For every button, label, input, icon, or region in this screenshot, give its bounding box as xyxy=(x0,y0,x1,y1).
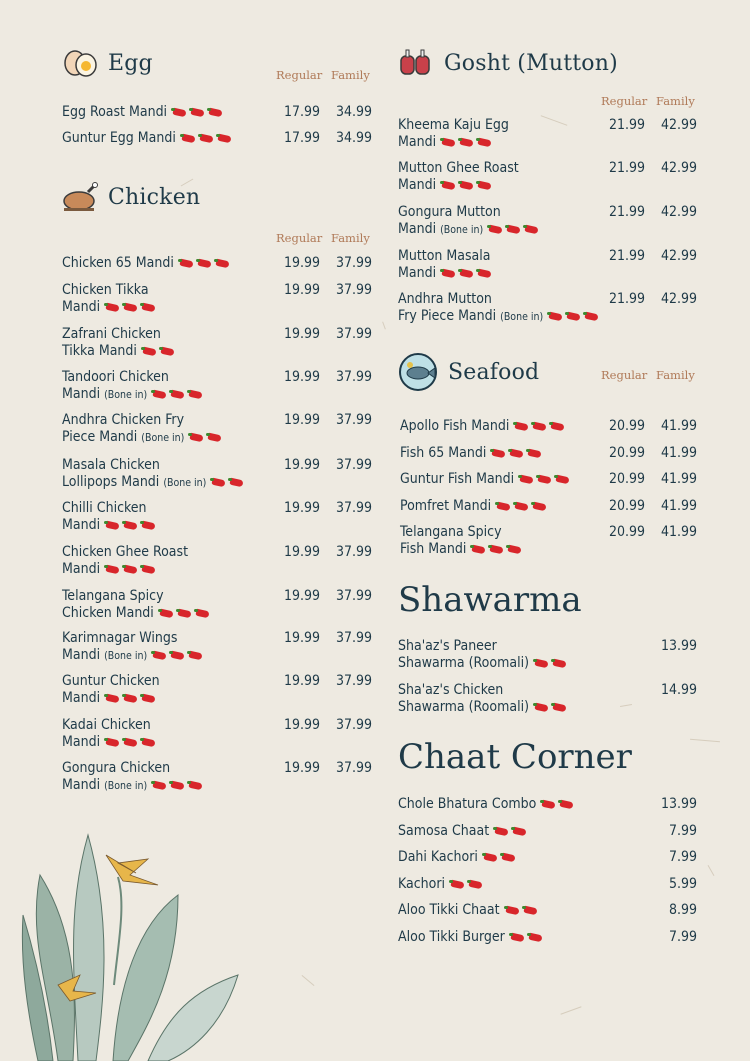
price-family: 42.99 xyxy=(660,160,697,176)
menu-item-name: Gongura Chicken xyxy=(62,760,171,776)
menu-item-note: (Bone in) xyxy=(500,311,544,323)
price-family: 37.99 xyxy=(335,412,372,428)
red-chili-icon xyxy=(458,138,474,146)
price: 5.99 xyxy=(668,876,697,892)
red-chili-icon xyxy=(504,906,520,914)
menu-item xyxy=(62,673,160,707)
menu-item xyxy=(62,588,212,622)
menu-item xyxy=(398,638,569,672)
red-chili-icon xyxy=(551,659,567,667)
red-chili-icon xyxy=(458,269,474,277)
menu-item-name: Mandi xyxy=(62,647,101,663)
menu-item xyxy=(398,902,540,919)
menu-item xyxy=(400,445,544,462)
chicken-section-header xyxy=(62,182,200,212)
price-family: 37.99 xyxy=(335,369,372,385)
red-chili-icon xyxy=(122,738,138,746)
menu-item-name: Chicken 65 Mandi xyxy=(62,255,174,271)
red-chili-icon xyxy=(169,781,185,789)
price-regular: 19.99 xyxy=(283,255,320,271)
red-chili-icon xyxy=(549,422,565,430)
red-chili-icon xyxy=(104,521,120,529)
price-family: 37.99 xyxy=(335,717,372,733)
menu-item xyxy=(400,524,524,558)
price-regular: 19.99 xyxy=(283,500,320,516)
red-chili-icon xyxy=(214,259,230,267)
seafood-section-header xyxy=(398,352,539,392)
red-chili-icon xyxy=(558,800,574,808)
menu-item-name: Mandi xyxy=(398,134,437,150)
egg-section-header xyxy=(62,48,153,78)
menu-item xyxy=(62,412,224,447)
price-family: 37.99 xyxy=(335,673,372,689)
menu-item-name: Andhra Chicken Fry xyxy=(62,412,185,428)
menu-item-name: Karimnagar Wings xyxy=(62,630,178,646)
menu-item-name: Sha'az's Chicken xyxy=(398,682,504,698)
menu-item-name: Mandi xyxy=(398,265,437,281)
price-regular: 19.99 xyxy=(283,544,320,560)
menu-item-name: Aloo Tikki Burger xyxy=(398,929,505,945)
red-chili-icon xyxy=(547,312,563,320)
menu-item xyxy=(400,498,549,515)
price-regular: 20.99 xyxy=(608,418,645,434)
price: 7.99 xyxy=(668,929,697,945)
red-chili-icon xyxy=(493,827,509,835)
price-regular: 17.99 xyxy=(283,130,320,146)
price-regular: 19.99 xyxy=(283,326,320,342)
price-regular: 19.99 xyxy=(283,630,320,646)
price-regular: 21.99 xyxy=(608,160,645,176)
section-title: Gosht (Mutton) xyxy=(444,50,618,76)
red-chili-icon xyxy=(440,138,456,146)
price: 7.99 xyxy=(668,823,697,839)
red-chili-icon xyxy=(141,347,157,355)
menu-item xyxy=(62,717,158,751)
price-family: 37.99 xyxy=(335,457,372,473)
red-chili-icon xyxy=(194,609,210,617)
red-chili-icon xyxy=(551,703,567,711)
menu-item-name: Egg Roast Mandi xyxy=(62,104,168,120)
menu-item-note: (Bone in) xyxy=(104,650,148,662)
red-chili-icon xyxy=(169,651,185,659)
price-family: 37.99 xyxy=(335,588,372,604)
red-chili-icon xyxy=(509,933,525,941)
menu-item xyxy=(398,823,529,840)
menu-item xyxy=(398,204,541,239)
menu-item xyxy=(62,500,158,534)
red-chili-icon xyxy=(500,853,516,861)
menu-item xyxy=(398,291,601,326)
menu-item-name: Andhra Mutton xyxy=(398,291,492,307)
price-regular: 17.99 xyxy=(283,104,320,120)
red-chili-icon xyxy=(527,933,543,941)
menu-item-name: Tandoori Chicken xyxy=(62,369,169,385)
red-chili-icon xyxy=(189,108,205,116)
red-chili-icon xyxy=(104,738,120,746)
price-regular: 21.99 xyxy=(608,204,645,220)
red-chili-icon xyxy=(482,853,498,861)
price-family: 37.99 xyxy=(335,630,372,646)
red-chili-icon xyxy=(440,269,456,277)
menu-item-name: Sha'az's Paneer xyxy=(398,638,497,654)
price-regular: 20.99 xyxy=(608,445,645,461)
price-regular: 19.99 xyxy=(283,760,320,776)
section-title: Seafood xyxy=(448,359,540,385)
menu-item xyxy=(400,418,567,435)
menu-item-name: Mandi xyxy=(62,734,101,750)
menu-item-name: Chicken Ghee Roast xyxy=(62,544,189,560)
fish-plate-icon xyxy=(398,352,438,392)
column-header-regular: Regular xyxy=(601,94,648,108)
price-regular: 21.99 xyxy=(608,248,645,264)
menu-item-name: Guntur Egg Mandi xyxy=(62,130,176,146)
menu-item-name: Dahi Kachori xyxy=(398,849,478,865)
menu-item xyxy=(398,876,485,893)
menu-item xyxy=(398,682,569,716)
red-chili-icon xyxy=(531,422,547,430)
red-chili-icon xyxy=(188,433,204,441)
menu-item-name: Mandi xyxy=(62,777,101,793)
menu-item xyxy=(62,104,225,121)
menu-item-name: Mandi xyxy=(62,690,101,706)
red-chili-icon xyxy=(140,521,156,529)
menu-item xyxy=(62,630,205,665)
menu-item-name: Mandi xyxy=(398,177,437,193)
red-chili-icon xyxy=(104,694,120,702)
price-family: 42.99 xyxy=(660,291,697,307)
menu-item-name: Shawarma (Roomali) xyxy=(398,699,529,715)
menu-item-name: Telangana Spicy xyxy=(62,588,164,604)
menu-item-name: Pomfret Mandi xyxy=(400,498,492,514)
red-chili-icon xyxy=(476,269,492,277)
red-chili-icon xyxy=(458,181,474,189)
price-family: 42.99 xyxy=(660,204,697,220)
menu-item-name: Mandi xyxy=(62,299,101,315)
red-chili-icon xyxy=(449,880,465,888)
red-chili-icon xyxy=(583,312,599,320)
chaat-corner-title: Chaat Corner xyxy=(398,737,632,777)
price-regular: 21.99 xyxy=(608,117,645,133)
price-family: 41.99 xyxy=(660,445,697,461)
menu-item xyxy=(62,326,177,360)
menu-item-note: (Bone in) xyxy=(163,477,207,489)
red-chili-icon xyxy=(122,565,138,573)
red-chili-icon xyxy=(487,225,503,233)
red-chili-icon xyxy=(467,880,483,888)
egg-icon xyxy=(62,48,98,78)
red-chili-icon xyxy=(506,545,522,553)
menu-item-name: Kheema Kaju Egg xyxy=(398,117,509,133)
red-chili-icon xyxy=(151,781,167,789)
red-chili-icon xyxy=(122,521,138,529)
price-family: 41.99 xyxy=(660,471,697,487)
section-title: Chicken xyxy=(108,184,201,210)
red-chili-icon xyxy=(196,259,212,267)
price-regular: 19.99 xyxy=(283,369,320,385)
price: 13.99 xyxy=(660,796,697,812)
price-family: 37.99 xyxy=(335,326,372,342)
menu-item-note: (Bone in) xyxy=(440,224,484,236)
column-header-regular: Regular xyxy=(276,68,323,82)
red-chili-icon xyxy=(533,659,549,667)
section-title: Egg xyxy=(108,50,153,76)
menu-item xyxy=(398,248,494,282)
red-chili-icon xyxy=(228,478,244,486)
red-chili-icon xyxy=(470,545,486,553)
red-chili-icon xyxy=(476,181,492,189)
column-header-regular: Regular xyxy=(601,368,648,382)
menu-item xyxy=(400,471,572,488)
menu-item xyxy=(398,849,518,866)
red-chili-icon xyxy=(206,433,222,441)
price-regular: 20.99 xyxy=(608,524,645,540)
red-chili-icon xyxy=(104,565,120,573)
price: 14.99 xyxy=(660,682,697,698)
menu-item-name: Guntur Chicken xyxy=(62,673,160,689)
menu-item xyxy=(62,369,205,404)
red-chili-icon xyxy=(495,502,511,510)
menu-item-name: Kachori xyxy=(398,876,446,892)
menu-item-name: Fish 65 Mandi xyxy=(400,445,487,461)
menu-item-note: (Bone in) xyxy=(104,780,148,792)
menu-item-name: Tikka Mandi xyxy=(62,343,137,359)
red-chili-icon xyxy=(159,347,175,355)
menu-item-name: Telangana Spicy xyxy=(400,524,502,540)
red-chili-icon xyxy=(540,800,556,808)
menu-item-name: Zafrani Chicken xyxy=(62,326,161,342)
red-chili-icon xyxy=(523,225,539,233)
menu-item xyxy=(62,255,232,272)
column-header-regular: Regular xyxy=(276,231,323,245)
red-chili-icon xyxy=(522,906,538,914)
menu-item xyxy=(398,796,576,813)
price: 8.99 xyxy=(668,902,697,918)
menu-item-name: Mandi xyxy=(398,221,437,237)
price-family: 37.99 xyxy=(335,500,372,516)
menu-item-name: Chole Bhatura Combo xyxy=(398,796,537,812)
red-chili-icon xyxy=(513,422,529,430)
red-chili-icon xyxy=(198,134,214,142)
price-family: 37.99 xyxy=(335,282,372,298)
price-regular: 19.99 xyxy=(283,457,320,473)
red-chili-icon xyxy=(140,565,156,573)
price-regular: 20.99 xyxy=(608,471,645,487)
red-chili-icon xyxy=(476,138,492,146)
price-family: 34.99 xyxy=(335,104,372,120)
menu-item xyxy=(398,929,545,946)
red-chili-icon xyxy=(531,502,547,510)
price-regular: 19.99 xyxy=(283,673,320,689)
menu-item xyxy=(62,282,158,316)
price-regular: 21.99 xyxy=(608,291,645,307)
red-chili-icon xyxy=(210,478,226,486)
menu-item-name: Samosa Chaat xyxy=(398,823,490,839)
red-chili-icon xyxy=(171,108,187,116)
menu-item-name: Apollo Fish Mandi xyxy=(400,418,510,434)
red-chili-icon xyxy=(207,108,223,116)
red-chili-icon xyxy=(505,225,521,233)
red-chili-icon xyxy=(533,703,549,711)
menu-item-name: Chicken Tikka xyxy=(62,282,149,298)
red-chili-icon xyxy=(158,609,174,617)
red-chili-icon xyxy=(508,449,524,457)
menu-item-name: Fish Mandi xyxy=(400,541,467,557)
meat-icon xyxy=(398,48,434,78)
menu-item-name: Aloo Tikki Chaat xyxy=(398,902,500,918)
price-family: 41.99 xyxy=(660,498,697,514)
price-regular: 19.99 xyxy=(283,282,320,298)
price: 7.99 xyxy=(668,849,697,865)
red-chili-icon xyxy=(104,303,120,311)
red-chili-icon xyxy=(122,303,138,311)
menu-item-name: Mandi xyxy=(62,386,101,402)
price-family: 37.99 xyxy=(335,255,372,271)
menu-item xyxy=(62,130,234,147)
price-family: 37.99 xyxy=(335,544,372,560)
red-chili-icon xyxy=(187,390,203,398)
red-chili-icon xyxy=(169,390,185,398)
price: 13.99 xyxy=(660,638,697,654)
red-chili-icon xyxy=(122,694,138,702)
red-chili-icon xyxy=(554,475,570,483)
red-chili-icon xyxy=(140,738,156,746)
red-chili-icon xyxy=(518,475,534,483)
shawarma-title: Shawarma xyxy=(398,580,582,620)
menu-item-name: Guntur Fish Mandi xyxy=(400,471,515,487)
bird-of-paradise-plant xyxy=(18,815,248,1061)
menu-item xyxy=(62,544,188,578)
price-family: 41.99 xyxy=(660,524,697,540)
menu-item-name: Shawarma (Roomali) xyxy=(398,655,529,671)
menu-item xyxy=(398,160,519,194)
menu-item-name: Lollipops Mandi xyxy=(62,474,160,490)
menu-item-name: Piece Mandi xyxy=(62,429,138,445)
menu-item-name: Kadai Chicken xyxy=(62,717,151,733)
price-family: 42.99 xyxy=(660,117,697,133)
red-chili-icon xyxy=(151,651,167,659)
menu-item-name: Fry Piece Mandi xyxy=(398,308,497,324)
price-family: 41.99 xyxy=(660,418,697,434)
roast-chicken-icon xyxy=(62,182,98,212)
red-chili-icon xyxy=(526,449,542,457)
menu-item xyxy=(62,760,205,795)
menu-item-name: Gongura Mutton xyxy=(398,204,501,220)
menu-item-name: Mutton Masala xyxy=(398,248,491,264)
red-chili-icon xyxy=(180,134,196,142)
menu-item xyxy=(398,117,509,151)
red-chili-icon xyxy=(488,545,504,553)
red-chili-icon xyxy=(511,827,527,835)
price-regular: 20.99 xyxy=(608,498,645,514)
menu-item-name: Chicken Mandi xyxy=(62,605,154,621)
mutton-section-header xyxy=(398,48,618,78)
price-regular: 19.99 xyxy=(283,412,320,428)
menu-item-name: Chilli Chicken xyxy=(62,500,147,516)
price-family: 42.99 xyxy=(660,248,697,264)
price-family: 34.99 xyxy=(335,130,372,146)
red-chili-icon xyxy=(187,781,203,789)
menu-item-name: Masala Chicken xyxy=(62,457,160,473)
red-chili-icon xyxy=(151,390,167,398)
red-chili-icon xyxy=(187,651,203,659)
column-header-family: Family xyxy=(331,68,370,82)
column-header-family: Family xyxy=(656,94,695,108)
red-chili-icon xyxy=(178,259,194,267)
red-chili-icon xyxy=(565,312,581,320)
column-header-family: Family xyxy=(656,368,695,382)
red-chili-icon xyxy=(490,449,506,457)
menu-item xyxy=(62,457,246,492)
price-regular: 19.99 xyxy=(283,717,320,733)
red-chili-icon xyxy=(513,502,529,510)
menu-item-note: (Bone in) xyxy=(141,432,185,444)
menu-item-note: (Bone in) xyxy=(104,389,148,401)
menu-item-name: Mutton Ghee Roast xyxy=(398,160,519,176)
red-chili-icon xyxy=(176,609,192,617)
red-chili-icon xyxy=(440,181,456,189)
red-chili-icon xyxy=(140,303,156,311)
price-family: 37.99 xyxy=(335,760,372,776)
menu-item-name: Mandi xyxy=(62,517,101,533)
red-chili-icon xyxy=(140,694,156,702)
menu-item-name: Mandi xyxy=(62,561,101,577)
column-header-family: Family xyxy=(331,231,370,245)
red-chili-icon xyxy=(216,134,232,142)
red-chili-icon xyxy=(536,475,552,483)
price-regular: 19.99 xyxy=(283,588,320,604)
